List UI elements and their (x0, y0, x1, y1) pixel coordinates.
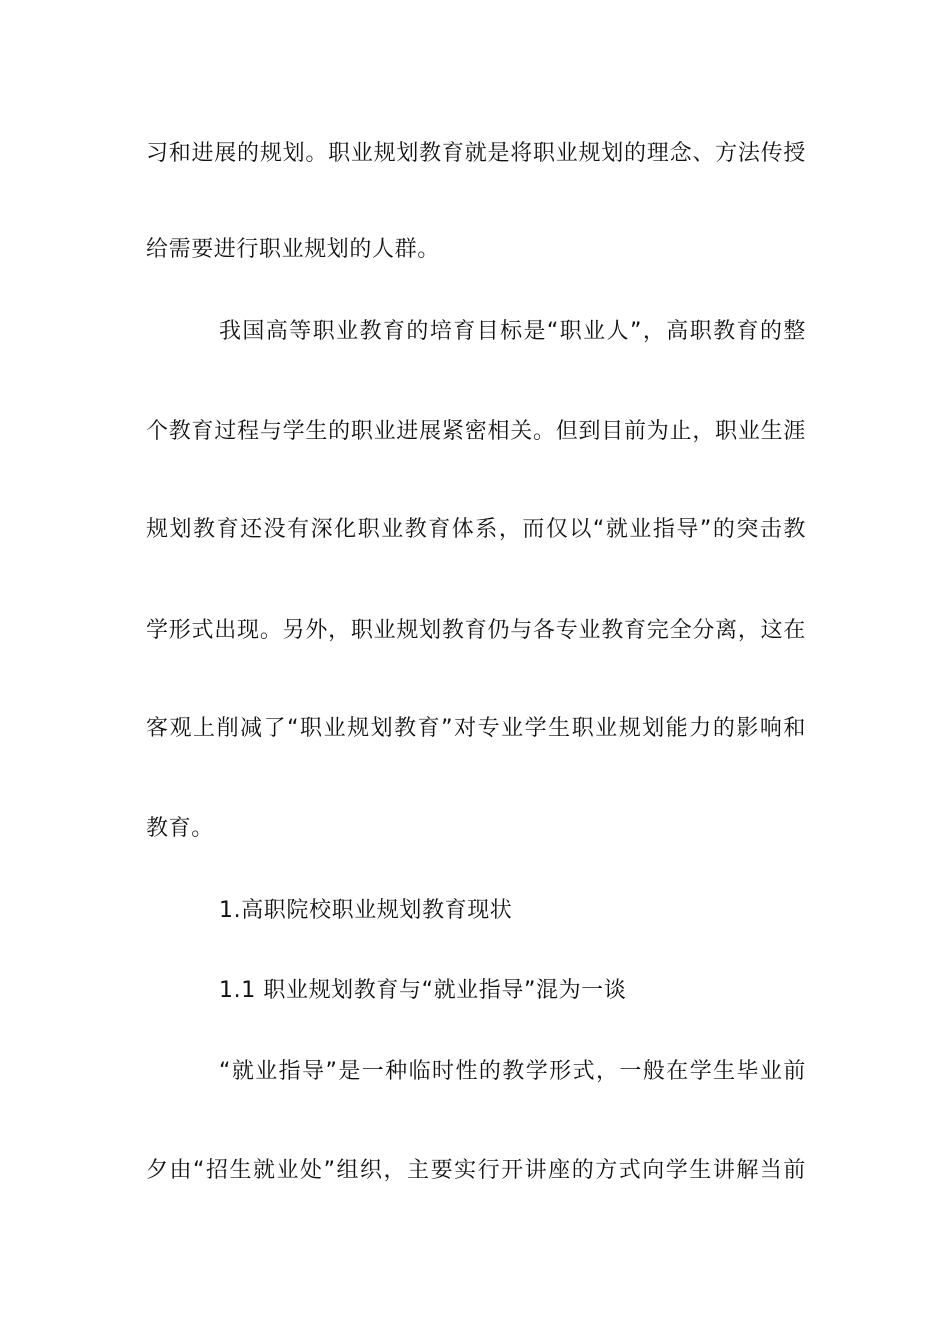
subsection-heading: 1.1 职业规划教育与“就业指导”混为一谈 (219, 978, 627, 1003)
paragraph-line: 客观上削减了“职业规划教育”对专业学生职业规划能力的影响和 (146, 716, 806, 741)
paragraph-line: 教育。 (146, 816, 214, 841)
paragraph-line: 规划教育还没有深化职业教育体系，而仅以“就业指导”的突击教 (146, 517, 806, 542)
section-heading: 1.高职院校职业规划教育现状 (219, 898, 513, 923)
paragraph-line: 我国高等职业教育的培育目标是“职业人”，高职教育的整 (219, 319, 806, 344)
paragraph-line: 夕由“招生就业处”组织，主要实行开讲座的方式向学生讲解当前 (146, 1158, 806, 1183)
paragraph-line: 学形式出现。另外，职业规划教育仍与各专业教育完全分离，这在 (146, 618, 806, 643)
paragraph-line: 个教育过程与学生的职业进展紧密相关。但到目前为止，职业生涯 (146, 419, 806, 444)
paragraph-line: 给需要进行职业规划的人群。 (146, 237, 440, 262)
paragraph-line: 习和进展的规划。职业规划教育就是将职业规划的理念、方法传授 (146, 141, 806, 166)
paragraph-line: “就业指导”是一种临时性的教学形式，一般在学生毕业前 (219, 1059, 806, 1084)
